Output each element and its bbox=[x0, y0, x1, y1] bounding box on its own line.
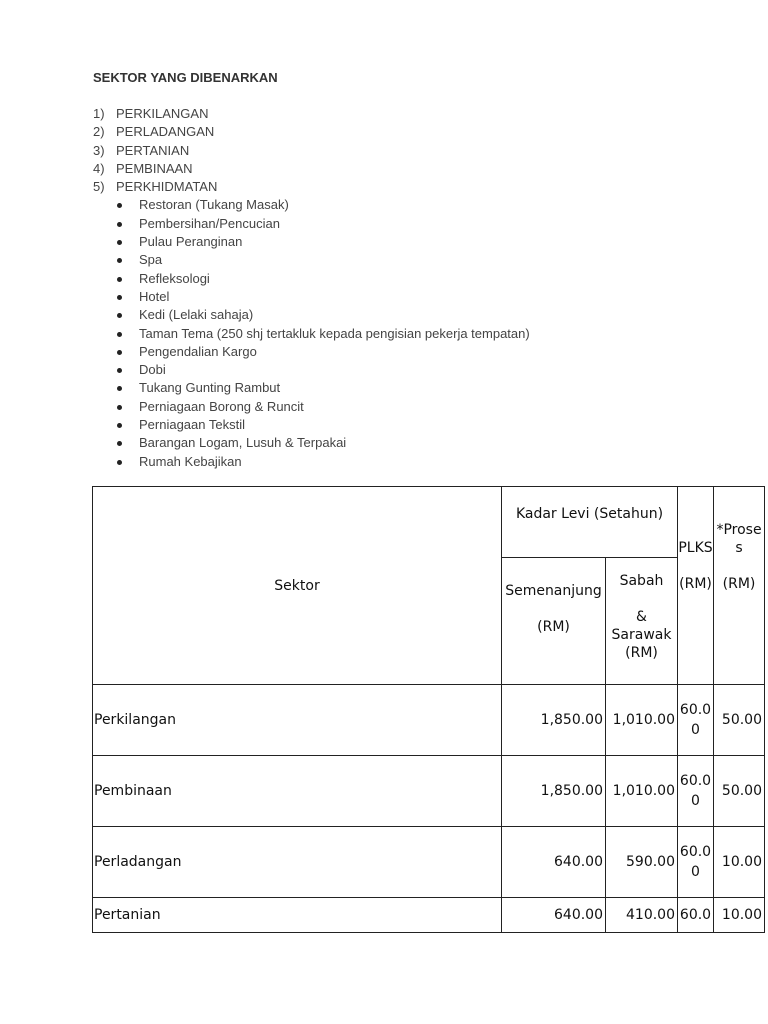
header-plks bbox=[678, 487, 714, 685]
service-item bbox=[93, 325, 530, 343]
sector-item bbox=[93, 178, 530, 196]
cell-semenanjung: 640.00 bbox=[502, 827, 606, 898]
service-label: Restoran (Tukang Masak) bbox=[139, 197, 289, 213]
sector-item bbox=[93, 142, 530, 160]
service-label: Kedi (Lelaki sahaja) bbox=[139, 307, 254, 323]
service-label: Pengendalian Kargo bbox=[139, 343, 257, 359]
header-sabah-label: Sabah bbox=[619, 573, 664, 589]
service-item bbox=[93, 306, 530, 324]
sector-item bbox=[93, 105, 530, 123]
bullet-icon bbox=[117, 350, 122, 355]
cell-plks: 60.0 bbox=[678, 898, 714, 933]
cell-sabah-sarawak: 410.00 bbox=[606, 898, 678, 933]
bullet-icon bbox=[117, 277, 122, 282]
service-item bbox=[93, 416, 530, 434]
service-label: Tukang Gunting Rambut bbox=[139, 380, 281, 396]
bullet-icon bbox=[117, 441, 122, 446]
bullet-icon bbox=[117, 332, 122, 337]
cell-proses: 10.00 bbox=[714, 827, 765, 898]
sector-list bbox=[93, 105, 530, 471]
bullet-icon bbox=[117, 423, 122, 428]
cell-plks: 60.00 bbox=[678, 685, 714, 756]
sector-number: 5) bbox=[93, 179, 105, 195]
cell-proses: 50.00 bbox=[714, 756, 765, 827]
sector-item bbox=[93, 123, 530, 141]
bullet-icon bbox=[117, 203, 122, 208]
bullet-icon bbox=[117, 386, 122, 391]
table-header-row bbox=[93, 487, 765, 558]
header-sektor: Sektor bbox=[93, 487, 502, 685]
service-label: Perniagaan Borong & Runcit bbox=[139, 398, 304, 414]
header-sabah-sarawak bbox=[606, 558, 678, 685]
service-label: Taman Tema (250 shj tertakluk kepada pengisian pekerja tempatan) bbox=[139, 325, 530, 341]
cell-proses: 10.00 bbox=[714, 898, 765, 933]
sector-number: 2) bbox=[93, 124, 105, 140]
cell-proses: 50.00 bbox=[714, 685, 765, 756]
header-ampersand: & bbox=[636, 609, 647, 625]
service-item bbox=[93, 361, 530, 379]
sector-item bbox=[93, 160, 530, 178]
services-list bbox=[93, 196, 530, 470]
bullet-icon bbox=[117, 313, 122, 318]
sector-label: PERKHIDMATAN bbox=[116, 179, 218, 195]
table-row bbox=[93, 756, 765, 827]
service-label: Pembersihan/Pencucian bbox=[139, 215, 280, 231]
service-label: Dobi bbox=[139, 362, 166, 378]
bullet-icon bbox=[117, 368, 122, 373]
sector-number: 3) bbox=[93, 142, 105, 158]
service-item bbox=[93, 251, 530, 269]
service-item bbox=[93, 215, 530, 233]
cell-plks: 60.00 bbox=[678, 756, 714, 827]
cell-sabah-sarawak: 1,010.00 bbox=[606, 685, 678, 756]
cell-semenanjung: 640.00 bbox=[502, 898, 606, 933]
service-label: Hotel bbox=[139, 288, 170, 304]
cell-sektor: Pembinaan bbox=[93, 756, 502, 827]
table-row bbox=[93, 827, 765, 898]
sector-label: PERLADANGAN bbox=[116, 124, 215, 140]
header-proses-label: *Proses bbox=[716, 522, 762, 556]
service-item bbox=[93, 434, 530, 452]
header-plks-unit: (RM) bbox=[679, 576, 712, 592]
service-item bbox=[93, 379, 530, 397]
sector-label: PEMBINAAN bbox=[116, 160, 193, 176]
service-label: Spa bbox=[139, 252, 163, 268]
cell-plks: 60.00 bbox=[678, 827, 714, 898]
bullet-icon bbox=[117, 405, 122, 410]
header-proses-unit: (RM) bbox=[722, 576, 756, 592]
header-kadar-levi: Kadar Levi (Setahun) bbox=[502, 487, 678, 558]
header-proses bbox=[714, 487, 765, 685]
services-sublist-container bbox=[93, 196, 530, 470]
service-item bbox=[93, 343, 530, 361]
header-sarawak-label: Sarawak (RM) bbox=[611, 627, 672, 661]
table-row bbox=[93, 685, 765, 756]
service-item bbox=[93, 453, 530, 471]
sector-label: PERKILANGAN bbox=[116, 106, 209, 121]
bullet-icon bbox=[117, 460, 122, 465]
header-plks-label: PLKS bbox=[678, 540, 713, 556]
service-item bbox=[93, 398, 530, 416]
service-label: Barangan Logam, Lusuh & Terpakai bbox=[139, 435, 347, 451]
bullet-icon bbox=[117, 258, 122, 263]
bullet-icon bbox=[117, 240, 122, 245]
sector-number: 1) bbox=[93, 106, 105, 121]
service-label: Rumah Kebajikan bbox=[139, 453, 242, 469]
cell-sektor: Perladangan bbox=[93, 827, 502, 898]
service-item bbox=[93, 196, 530, 214]
table-row bbox=[93, 898, 765, 933]
service-item bbox=[93, 233, 530, 251]
page-title: SEKTOR YANG DIBENARKAN bbox=[93, 70, 278, 85]
service-label: Pulau Peranginan bbox=[139, 234, 243, 250]
sector-label: PERTANIAN bbox=[116, 142, 190, 158]
cell-semenanjung: 1,850.00 bbox=[502, 756, 606, 827]
cell-sektor: Pertanian bbox=[93, 898, 502, 933]
service-item bbox=[93, 270, 530, 288]
service-item bbox=[93, 288, 530, 306]
cell-semenanjung: 1,850.00 bbox=[502, 685, 606, 756]
header-semenanjung-label: Semenanjung bbox=[505, 583, 602, 599]
sector-number: 4) bbox=[93, 160, 105, 176]
cell-sektor: Perkilangan bbox=[93, 685, 502, 756]
header-semenanjung-unit: (RM) bbox=[537, 619, 570, 635]
cell-sabah-sarawak: 590.00 bbox=[606, 827, 678, 898]
service-label: Refleksologi bbox=[139, 270, 210, 286]
cell-sabah-sarawak: 1,010.00 bbox=[606, 756, 678, 827]
levy-rate-table bbox=[92, 486, 765, 933]
service-label: Perniagaan Tekstil bbox=[139, 417, 245, 433]
bullet-icon bbox=[117, 222, 122, 227]
header-semenanjung bbox=[502, 558, 606, 685]
bullet-icon bbox=[117, 295, 122, 300]
